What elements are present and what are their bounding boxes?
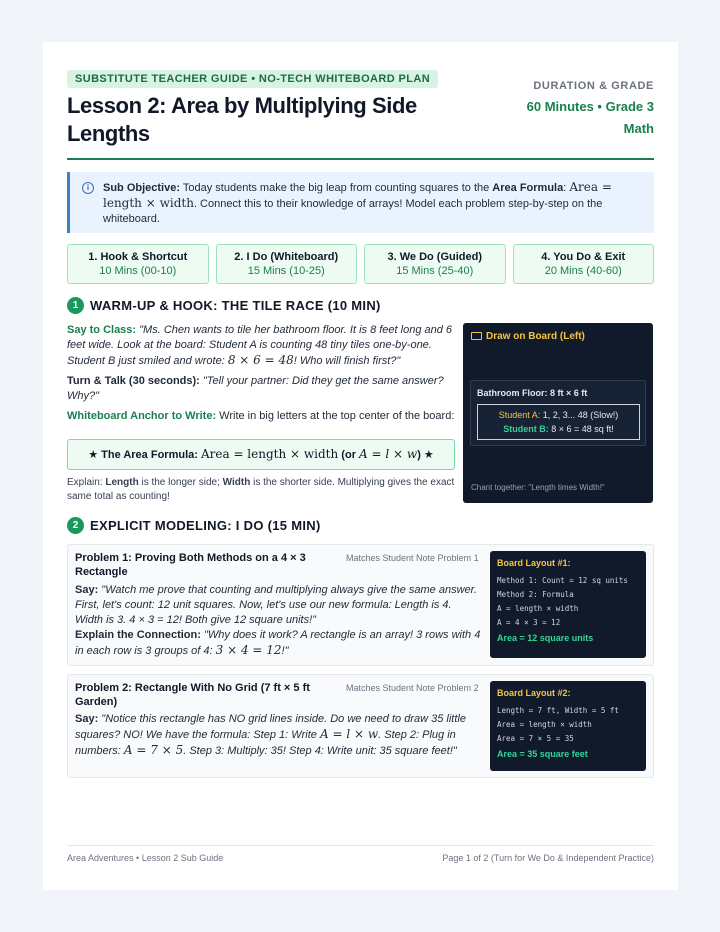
phase-card: [67, 244, 209, 284]
say-text: "Watch me prove that counting and multiplying always give the same answer. First, let's count: 12 unit squares. Now, let's use our new formula: Length is 4. Width is 3. 4 × 3 = 12! Both give 12 square units!": [75, 584, 477, 626]
say-math: A = l × w: [319, 727, 379, 741]
bathroom-floor-panel: [470, 380, 646, 446]
phase-name: 4. You Do & Exit: [541, 251, 626, 263]
phase-time: 15 Mins (25-40): [396, 265, 474, 277]
problem-match: Matches Student Note Problem 1: [346, 553, 479, 563]
header-divider: [67, 158, 654, 160]
footer-right: Page 1 of 2 (Turn for We Do & Independent Practice): [442, 853, 654, 863]
layout-line: Area = length × width: [497, 720, 592, 729]
explain-prefix: Explain:: [67, 477, 106, 488]
student-b-text: 8 × 6 = 48 sq ft!: [548, 424, 614, 434]
phase-timeline: [67, 244, 654, 284]
explain-length: Length: [105, 477, 139, 488]
phase-time: 20 Mins (40-60): [544, 265, 622, 277]
layout-title: Board Layout #2:: [497, 688, 571, 698]
chant-text: Chant together: "Length times Width!": [471, 483, 605, 492]
connection-math: 3 × 4 = 12: [215, 643, 282, 657]
phase-name: 3. We Do (Guided): [387, 251, 483, 263]
board-drawing-panel: [463, 323, 653, 503]
area-formula-box: [67, 439, 455, 470]
say-text-end: . Step 3: Multiply: 35! Step 4: Write unit: 35 square feet!": [183, 745, 457, 757]
connection-text-end: !": [281, 645, 289, 657]
layout-line: A = length × width: [497, 604, 579, 613]
board-layout-panel: [490, 551, 646, 658]
student-a-text: 1, 2, 3... 48 (Slow!): [540, 410, 619, 420]
say-text: "Notice this rectangle has NO grid lines inside. Do we need to draw 35 little squares? NO! We have the formula: Step 1: Write: [75, 713, 466, 741]
anchor-text: Write in big letters at the top center of the board:: [216, 410, 455, 422]
phase-name: 1. Hook & Shortcut: [88, 251, 188, 263]
problem-card: [67, 674, 654, 778]
layout-line: Area = 7 × 5 = 35: [497, 734, 574, 743]
objective-label: Sub Objective:: [103, 182, 181, 194]
layout-result: Area = 12 square units: [497, 633, 594, 643]
phase-time: 15 Mins (10-25): [247, 265, 325, 277]
problem-say: [75, 583, 482, 628]
turn-text: "Tell your partner: Did they get the same answer? Why?": [67, 375, 444, 402]
footer-divider: [67, 845, 654, 846]
objective-text: Today students make the big leap from counting squares to the: [180, 182, 493, 194]
say-label: Say:: [75, 713, 99, 725]
formula-close: ): [417, 449, 421, 461]
guide-badge: SUBSTITUTE TEACHER GUIDE • NO-TECH WHITEBOARD PLAN: [67, 70, 438, 88]
star-icon: ★: [423, 449, 434, 461]
page: [43, 42, 678, 890]
formula-short: A = l × w: [359, 447, 418, 461]
turn-label: Turn & Talk (30 seconds):: [67, 375, 200, 387]
section-title: EXPLICIT MODELING: I DO (15 MIN): [90, 517, 321, 533]
phase-name: 2. I Do (Whiteboard): [234, 251, 339, 263]
phase-time: 10 Mins (00-10): [99, 265, 177, 277]
board-title-text: Draw on Board (Left): [486, 331, 585, 342]
student-b-label: Student B:: [503, 424, 549, 434]
problem-script: [75, 583, 482, 659]
explain-width: Width: [222, 477, 251, 488]
say-label: Say:: [75, 584, 99, 596]
duration-label: DURATION & GRADE: [533, 80, 654, 92]
formula-math: Area = length × width: [200, 447, 339, 461]
objective-formula: Area = length × width: [103, 180, 612, 210]
problem-title: Problem 1: Proving Both Methods on a 4 × 3 Rectangle: [75, 552, 306, 578]
layout-result: Area = 35 square feet: [497, 749, 588, 759]
formula-label: The Area Formula:: [101, 449, 201, 461]
objective-text-end: . Connect this to their knowledge of arrays! Model each problem step-by-step on the whiteboard.: [103, 198, 603, 225]
objective-callout: [67, 172, 654, 233]
problem-connection: [75, 628, 482, 659]
connection-text: "Why does it work? A rectangle is an array! 3 rows with 4 in each row is 3 groups of 4:: [75, 629, 481, 657]
say-to-class: [67, 323, 455, 369]
duration-value: 60 Minutes • Grade 3 Math: [526, 99, 654, 136]
problem-script: [75, 712, 482, 759]
problem-card: [67, 544, 654, 666]
page-title: Lesson 2: Area by Multiplying Side Lengths: [67, 93, 417, 146]
say-math: 8 × 6 = 48: [227, 353, 294, 367]
student-a-label: Student A:: [498, 410, 541, 420]
warmup-script: [67, 323, 455, 424]
phase-card: [216, 244, 358, 284]
connection-label: Explain the Connection:: [75, 629, 201, 641]
section-number: 2: [67, 517, 84, 534]
layout-line: Length = 7 ft, Width = 5 ft: [497, 706, 619, 715]
student-a-line: [478, 408, 639, 422]
objective-term: Area Formula: [492, 182, 564, 194]
section-title: WARM-UP & HOOK: THE TILE RACE (10 MIN): [90, 297, 381, 313]
student-race-box: [477, 404, 640, 440]
say-math: A = 7 × 5: [123, 743, 184, 757]
section-number: 1: [67, 297, 84, 314]
say-text: . Step 2: Plug in numbers:: [75, 729, 456, 757]
warmup-heading: [67, 296, 381, 314]
explain-mid: is the longer side;: [138, 477, 223, 488]
layout-line: Method 1: Count = 12 sq units: [497, 576, 628, 585]
anchor-instruction: [67, 409, 455, 424]
star-icon: ★: [88, 449, 99, 461]
say-text-end: ! Who will finish first?": [293, 355, 401, 367]
board-layout-panel: [490, 681, 646, 771]
board-title: [471, 331, 585, 342]
monitor-icon: [471, 332, 482, 340]
explain-rest: is the shorter side. Multiplying gives the exact same total as counting!: [67, 477, 455, 502]
info-icon: i: [82, 182, 94, 194]
objective-colon: :: [563, 182, 570, 194]
layout-title: Board Layout #1:: [497, 558, 571, 568]
explain-note: [67, 476, 455, 504]
say-label: Say to Class:: [67, 324, 137, 336]
problem-say: [75, 712, 482, 759]
student-b-line: [478, 422, 639, 436]
modeling-heading: [67, 516, 321, 534]
layout-line: A = 4 × 3 = 12: [497, 618, 561, 627]
formula-or: (or: [338, 449, 360, 461]
layout-line: Method 2: Formula: [497, 590, 574, 599]
phase-card: [364, 244, 506, 284]
turn-and-talk: [67, 374, 455, 404]
problem-match: Matches Student Note Problem 2: [346, 683, 479, 693]
phase-card: [513, 244, 655, 284]
anchor-label: Whiteboard Anchor to Write:: [67, 410, 217, 422]
footer-left: Area Adventures • Lesson 2 Sub Guide: [67, 853, 224, 863]
problem-title: Problem 2: Rectangle With No Grid (7 ft × 5 ft Garden): [75, 682, 310, 708]
say-text: "Ms. Chen wants to tile her bathroom floor. It is 8 feet long and 6 feet wide. Look at the board: Student A is counting 48 tiny tiles one-by-one. Student B just smiled and wrote:: [67, 324, 453, 367]
bathroom-floor-title: Bathroom Floor: 8 ft × 6 ft: [477, 388, 588, 398]
